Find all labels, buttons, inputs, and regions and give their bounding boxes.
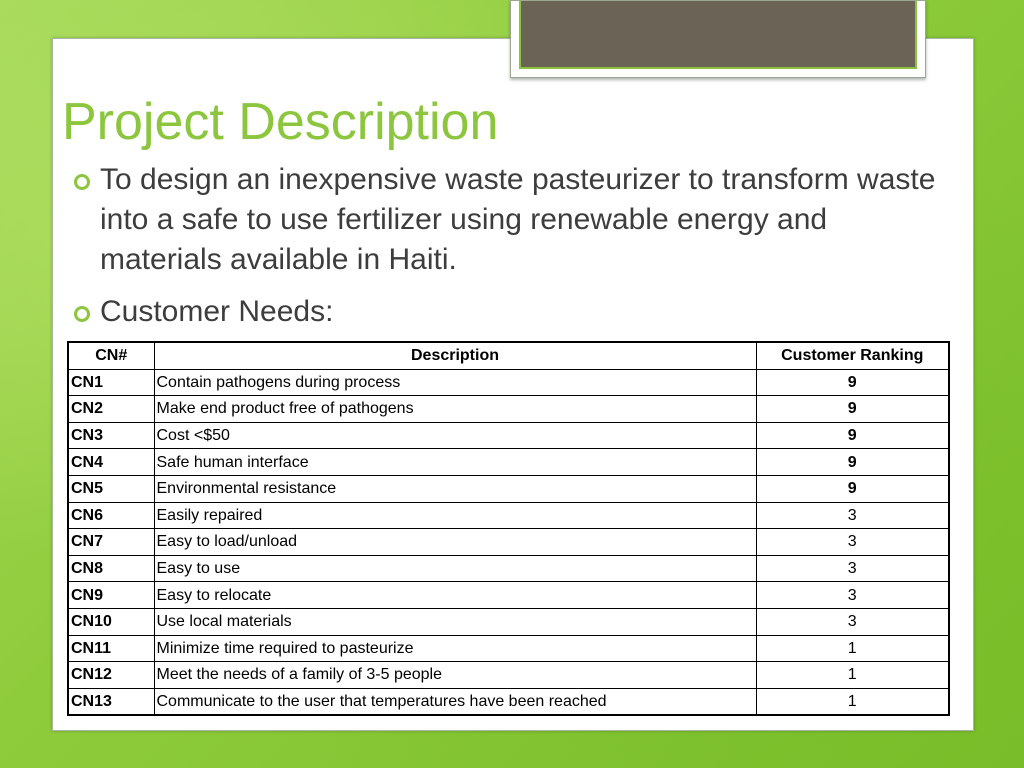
cell-cn-number: CN13 bbox=[68, 688, 154, 715]
cell-description: Contain pathogens during process bbox=[154, 369, 756, 396]
cell-customer-ranking: 3 bbox=[756, 555, 949, 582]
bullet-project-goal bbox=[100, 160, 950, 280]
cell-description: Easily repaired bbox=[154, 502, 756, 529]
cell-description: Make end product free of pathogens bbox=[154, 396, 756, 423]
ring-bullet-icon bbox=[74, 174, 90, 190]
table-row bbox=[68, 688, 949, 715]
bullet-customer-needs bbox=[100, 292, 950, 332]
cell-description: Use local materials bbox=[154, 608, 756, 635]
cell-description: Environmental resistance bbox=[154, 475, 756, 502]
cell-description: Easy to load/unload bbox=[154, 529, 756, 556]
cell-customer-ranking: 9 bbox=[756, 475, 949, 502]
bullet-text: Customer Needs: bbox=[100, 295, 334, 328]
cell-customer-ranking: 3 bbox=[756, 608, 949, 635]
table-row bbox=[68, 635, 949, 662]
table-row bbox=[68, 529, 949, 556]
cell-customer-ranking: 9 bbox=[756, 369, 949, 396]
header-description: Description bbox=[154, 342, 756, 369]
customer-needs-table bbox=[67, 341, 950, 716]
table-row bbox=[68, 608, 949, 635]
cell-cn-number: CN12 bbox=[68, 662, 154, 689]
cell-customer-ranking: 3 bbox=[756, 502, 949, 529]
table-row bbox=[68, 662, 949, 689]
table-row bbox=[68, 582, 949, 609]
cell-customer-ranking: 1 bbox=[756, 688, 949, 715]
cell-cn-number: CN5 bbox=[68, 475, 154, 502]
cell-customer-ranking: 1 bbox=[756, 635, 949, 662]
table-row bbox=[68, 449, 949, 476]
header-customer-ranking: Customer Ranking bbox=[756, 342, 949, 369]
cell-customer-ranking: 9 bbox=[756, 396, 949, 423]
table-row bbox=[68, 396, 949, 423]
cell-cn-number: CN11 bbox=[68, 635, 154, 662]
cell-customer-ranking: 9 bbox=[756, 449, 949, 476]
table-header-row bbox=[68, 342, 949, 369]
slide-title: Project Description bbox=[62, 93, 499, 151]
cell-description: Meet the needs of a family of 3-5 people bbox=[154, 662, 756, 689]
decorative-photo-frame bbox=[510, 0, 926, 78]
table-body bbox=[68, 369, 949, 715]
cell-description: Safe human interface bbox=[154, 449, 756, 476]
cell-cn-number: CN1 bbox=[68, 369, 154, 396]
cell-description: Easy to use bbox=[154, 555, 756, 582]
cell-cn-number: CN9 bbox=[68, 582, 154, 609]
cell-cn-number: CN6 bbox=[68, 502, 154, 529]
cell-cn-number: CN4 bbox=[68, 449, 154, 476]
cell-cn-number: CN10 bbox=[68, 608, 154, 635]
cell-customer-ranking: 1 bbox=[756, 662, 949, 689]
cell-customer-ranking: 3 bbox=[756, 582, 949, 609]
table-row bbox=[68, 422, 949, 449]
cell-cn-number: CN3 bbox=[68, 422, 154, 449]
cell-customer-ranking: 3 bbox=[756, 529, 949, 556]
decorative-photo bbox=[519, 1, 917, 69]
cell-description: Cost <$50 bbox=[154, 422, 756, 449]
cell-cn-number: CN7 bbox=[68, 529, 154, 556]
cell-description: Easy to relocate bbox=[154, 582, 756, 609]
cell-customer-ranking: 9 bbox=[756, 422, 949, 449]
table-row bbox=[68, 369, 949, 396]
cell-description: Minimize time required to pasteurize bbox=[154, 635, 756, 662]
ring-bullet-icon bbox=[74, 306, 90, 322]
cell-cn-number: CN2 bbox=[68, 396, 154, 423]
table-row bbox=[68, 555, 949, 582]
cell-cn-number: CN8 bbox=[68, 555, 154, 582]
header-cn-number: CN# bbox=[68, 342, 154, 369]
table-row bbox=[68, 475, 949, 502]
cell-description: Communicate to the user that temperatures have been reached bbox=[154, 688, 756, 715]
table-row bbox=[68, 502, 949, 529]
bullet-text: To design an inexpensive waste pasteurizer to transform waste into a safe to use fertilizer using renewable energy and materials available in Haiti. bbox=[100, 163, 936, 276]
